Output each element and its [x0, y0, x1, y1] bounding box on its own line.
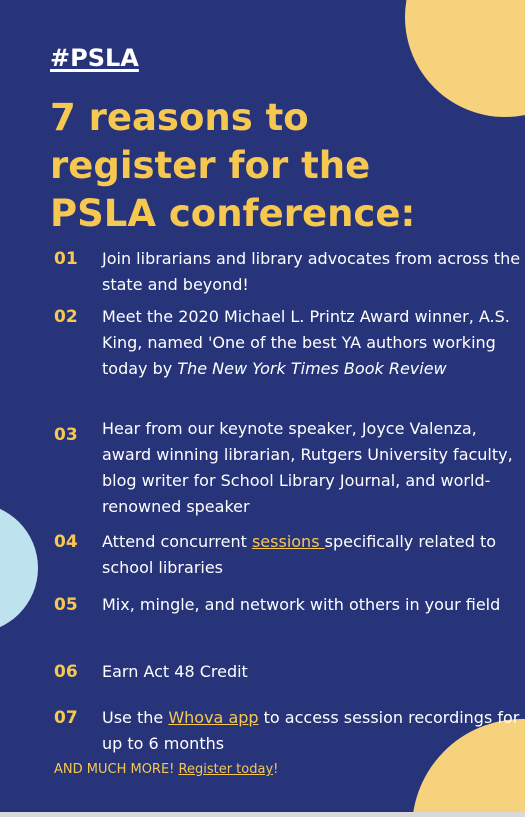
reason-number: 04 — [54, 532, 78, 552]
decorative-circle-left — [0, 503, 38, 633]
reason-text: Earn Act 48 Credit — [102, 662, 248, 681]
reason-number: 06 — [54, 662, 78, 682]
reason-text-part: Attend concurrent — [102, 532, 252, 551]
footer-note — [54, 760, 278, 780]
reason-text-part: Use the — [102, 708, 169, 727]
reason-text-part: Meet the 2020 Michael L. Printz Award winner, A.S. King, named 'One of the best YA authors working today by — [102, 307, 510, 378]
footer-text: AND MUCH MORE! — [54, 762, 179, 777]
reason-text-part: to access session recordings for up to 6 months — [102, 708, 520, 753]
reason-number: 03 — [54, 425, 78, 445]
reason-text: Mix, mingle, and network with others in your field — [102, 595, 501, 614]
page-bottom-strip — [0, 812, 525, 817]
reason-number: 02 — [54, 307, 78, 327]
reason-text — [102, 705, 522, 757]
reason-text: Join librarians and library advocates from across the state and beyond! — [102, 249, 521, 294]
reason-text: Hear from our keynote speaker, Joyce Valenza, award winning librarian, Rutgers University faculty, blog writer for School Library Journal, and world-renowned speaker — [102, 419, 513, 516]
reason-number: 01 — [54, 249, 78, 269]
hashtag-link[interactable]: #PSLA — [50, 44, 139, 72]
reason-text-part: specifically related to school libraries — [102, 532, 497, 577]
reason-number: 07 — [54, 708, 78, 728]
whova-app-link[interactable]: Whova app — [168, 708, 259, 727]
footer-text-end: ! — [273, 762, 279, 777]
reason-number: 05 — [54, 595, 78, 615]
reason-text-italic: The New York Times Book Review — [177, 359, 447, 378]
reason-text — [102, 304, 522, 382]
sessions-link[interactable]: sessions — [251, 532, 325, 551]
register-today-link[interactable]: Register today — [178, 762, 274, 777]
reason-text — [102, 529, 522, 581]
page-title: 7 reasons to register for the PSLA conference: — [50, 96, 416, 235]
